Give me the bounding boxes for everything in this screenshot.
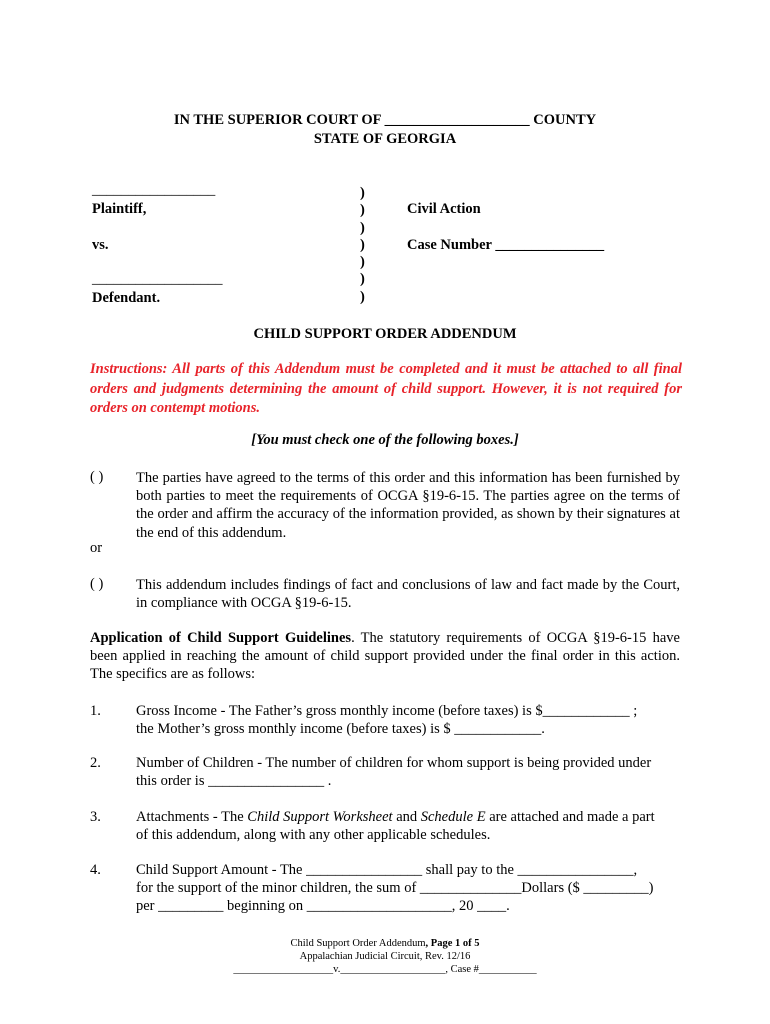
item-1-line1[interactable]: Gross Income - The Father’s gross monthly income (before taxes) is $____________ ; [136, 703, 638, 719]
schedule-title: Schedule E [420, 809, 486, 825]
option-1-text: The parties have agreed to the terms of this order and this information has been furnished by both parties to meet the requirements of OCGA §19-6-15. The parties agree on the terms of the order and affirm the accuracy of the information provided, as shown by their signatures at the end of this addendum. [136, 470, 680, 541]
plaintiff-label: Plaintiff, [92, 201, 147, 217]
item-2-line1: Number of Children - The number of children for whom support is being provided under [136, 755, 652, 771]
footer-circuit: Appalachian Judicial Circuit, Rev. 12/16 [299, 951, 471, 962]
item-4-line3[interactable]: per _________ beginning on ____________________, 20 ____. [136, 898, 510, 914]
item-3-number: 3. [90, 809, 101, 825]
state-heading: STATE OF GEORGIA [313, 131, 457, 147]
instructions-text: Instructions: All parts of this Addendum must be completed and it must be attached to all final orders and judgments determining the amount of child support. However, it is not required for orders on contempt motions. [90, 361, 682, 416]
caption-parentheses: ) ) ) ) ) ) ) [360, 185, 365, 305]
footer-doc-name: Child Support Order Addendum [290, 938, 426, 949]
item-1-number: 1. [90, 703, 101, 719]
item-1-line2[interactable]: the Mother’s gross monthly income (before taxes) is $ ____________. [136, 721, 545, 737]
case-number-field[interactable]: Case Number _______________ [407, 237, 605, 253]
footer-page-number: , Page 1 of 5 [425, 938, 480, 949]
application-text: . The statutory requirements of OCGA §19-6-15 have been applied in reaching the amount of child support provided under the final order in this action. The specifics are as follows: [90, 630, 680, 683]
item-3-pre: Attachments - The [136, 809, 248, 825]
option-2-checkbox[interactable]: ( ) [90, 576, 104, 592]
court-heading: IN THE SUPERIOR COURT OF ____________________ COUNTY [173, 112, 597, 128]
option-1-checkbox[interactable]: ( ) [90, 469, 104, 485]
item-4-number: 4. [90, 862, 101, 878]
or-label: or [90, 540, 103, 556]
item-3-mid: and [392, 809, 421, 825]
defendant-name-blank[interactable]: __________________ [92, 271, 223, 287]
civil-action-label: Civil Action [407, 201, 481, 217]
document-title: CHILD SUPPORT ORDER ADDENDUM [253, 326, 517, 342]
item-2-line2[interactable]: this order is ________________ . [136, 773, 332, 789]
plaintiff-name-blank[interactable]: _________________ [92, 182, 216, 198]
worksheet-title: Child Support Worksheet [247, 809, 393, 825]
defendant-label: Defendant. [92, 290, 161, 306]
application-paragraph [90, 629, 680, 684]
item-3-post: are attached and made a part [485, 809, 655, 825]
item-3-line2: of this addendum, along with any other applicable schedules. [136, 827, 491, 843]
item-4-line2[interactable]: for the support of the minor children, the sum of ______________Dollars ($ _________) [136, 880, 654, 896]
application-heading: Application of Child Support Guidelines [90, 630, 352, 646]
item-4-line1[interactable]: Child Support Amount - The ________________ shall pay to the ________________, [136, 862, 638, 878]
option-2-text: This addendum includes findings of fact and conclusions of law and fact made by the Court, in compliance with OCGA §19-6-15. [136, 577, 680, 612]
footer-case-line[interactable]: ___________________v.____________________, Case #___________ [233, 964, 537, 975]
vs-label: vs. [92, 237, 109, 253]
footer-page-label [0, 938, 770, 949]
item-3-line1 [136, 809, 655, 826]
check-prompt: [You must check one of the following boxes.] [251, 432, 519, 448]
item-2-number: 2. [90, 755, 101, 771]
